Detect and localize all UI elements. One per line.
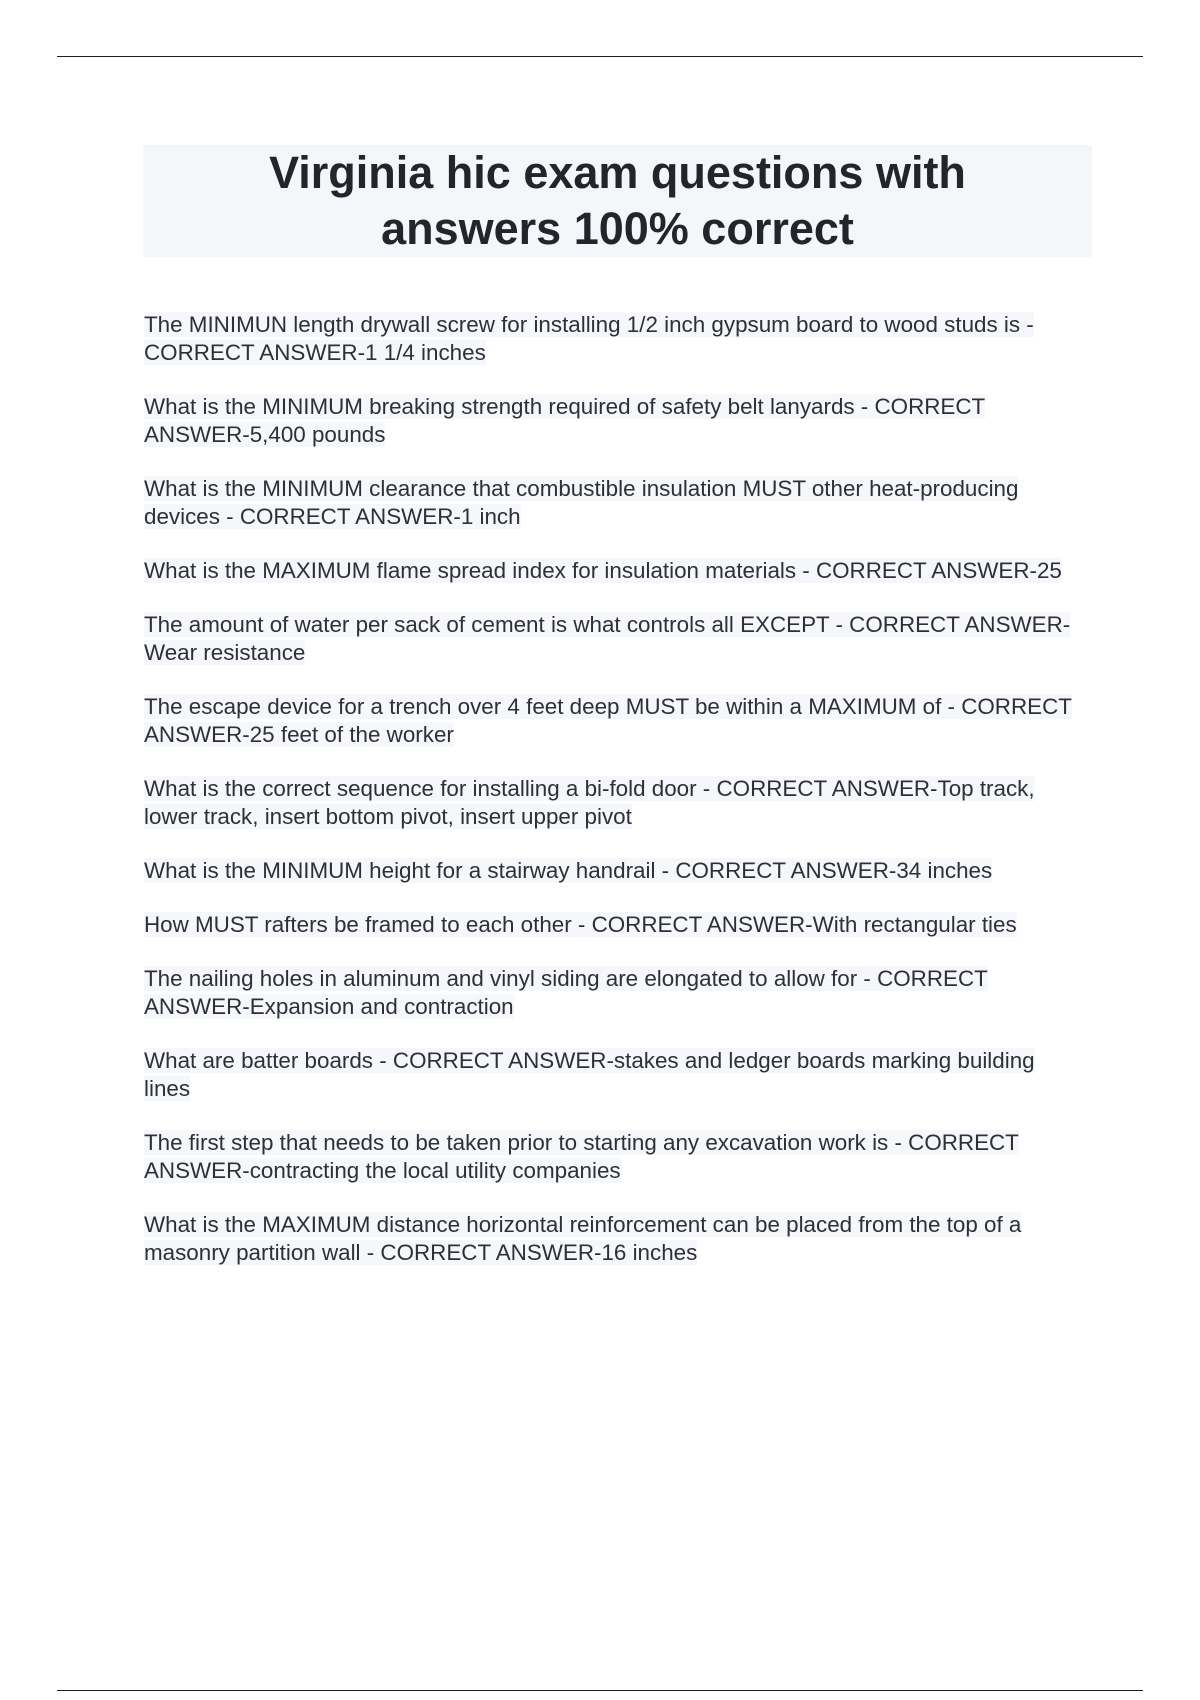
qa-item bbox=[144, 775, 1084, 831]
qa-text: The amount of water per sack of cement is what controls all EXCEPT - CORRECT ANSWER-Wear resistance bbox=[144, 612, 1071, 665]
qa-item bbox=[144, 611, 1084, 667]
qa-text: The nailing holes in aluminum and vinyl siding are elongated to allow for - CORRECT ANSWER-Expansion and contraction bbox=[144, 966, 988, 1019]
qa-text: What is the MINIMUM height for a stairway handrail - CORRECT ANSWER-34 inches bbox=[144, 858, 993, 883]
qa-item bbox=[144, 557, 1084, 585]
qa-text: What are batter boards - CORRECT ANSWER-stakes and ledger boards marking building lines bbox=[144, 1048, 1035, 1101]
qa-text: The first step that needs to be taken prior to starting any excavation work is - CORRECT ANSWER-contracting the local utility companies bbox=[144, 1130, 1019, 1183]
qa-text: The escape device for a trench over 4 feet deep MUST be within a MAXIMUM of - CORRECT ANSWER-25 feet of the worker bbox=[144, 694, 1072, 747]
top-divider bbox=[57, 56, 1143, 57]
document-title: Virginia hic exam questions with answers 100% correct bbox=[269, 147, 966, 254]
qa-item bbox=[144, 1047, 1084, 1103]
qa-text: What is the MAXIMUM distance horizontal reinforcement can be placed from the top of a masonry partition wall - CORRECT ANSWER-16 inches bbox=[144, 1212, 1022, 1265]
qa-item bbox=[144, 1211, 1084, 1267]
qa-item bbox=[144, 475, 1084, 531]
qa-item bbox=[144, 965, 1084, 1021]
qa-item bbox=[144, 1129, 1084, 1185]
qa-text: How MUST rafters be framed to each other - CORRECT ANSWER-With rectangular ties bbox=[144, 912, 1017, 937]
qa-item bbox=[144, 693, 1084, 749]
qa-list bbox=[144, 311, 1084, 1293]
qa-text: What is the MINIMUM breaking strength required of safety belt lanyards - CORRECT ANSWER-5,400 pounds bbox=[144, 394, 986, 447]
qa-item bbox=[144, 857, 1084, 885]
qa-item bbox=[144, 311, 1084, 367]
qa-item bbox=[144, 393, 1084, 449]
bottom-divider bbox=[57, 1690, 1143, 1691]
qa-item bbox=[144, 911, 1084, 939]
qa-text: What is the correct sequence for installing a bi-fold door - CORRECT ANSWER-Top track, lower track, insert bottom pivot, insert upper pivot bbox=[144, 776, 1035, 829]
title-banner bbox=[143, 145, 1092, 257]
qa-text: What is the MAXIMUM flame spread index for insulation materials - CORRECT ANSWER-25 bbox=[144, 558, 1062, 583]
qa-text: What is the MINIMUM clearance that combustible insulation MUST other heat-producing devices - CORRECT ANSWER-1 inch bbox=[144, 476, 1019, 529]
qa-text: The MINIMUN length drywall screw for installing 1/2 inch gypsum board to wood studs is - CORRECT ANSWER-1 1/4 inches bbox=[144, 312, 1034, 365]
